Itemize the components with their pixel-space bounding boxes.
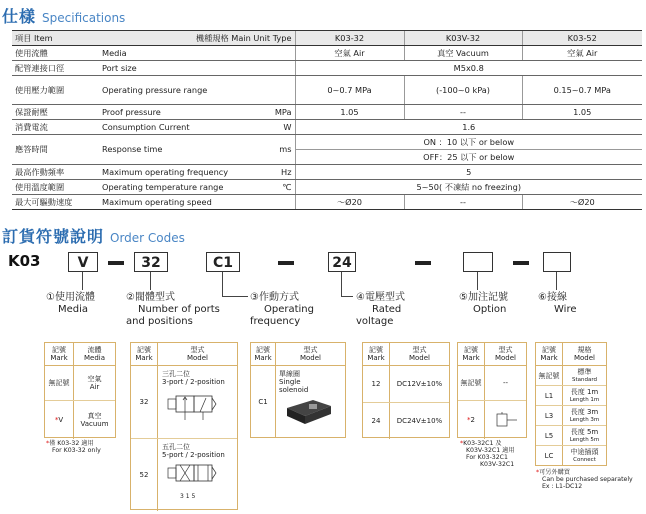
label-num: ⑤ bbox=[459, 292, 468, 303]
response-on: ON ：10 以下 or below bbox=[296, 135, 643, 150]
row-mark: 無記號 bbox=[48, 379, 70, 387]
label-num: ③ bbox=[250, 292, 259, 303]
spec-section-title bbox=[2, 4, 125, 27]
label-ports bbox=[126, 292, 220, 328]
label-option bbox=[459, 292, 508, 316]
header-en: Mark bbox=[462, 354, 480, 362]
spec-row bbox=[12, 46, 642, 61]
note-zh: 僅 K03-32 適用 bbox=[49, 440, 94, 447]
spec-cell: 0.15~0.7 MPa bbox=[522, 76, 642, 105]
spec-title-en: Specifications bbox=[42, 11, 126, 25]
operation-row bbox=[251, 366, 345, 438]
header-zh: 記號 bbox=[542, 346, 556, 354]
wire-table-header bbox=[536, 343, 606, 366]
spec-row bbox=[12, 195, 642, 210]
note-en: Can be purchased separately bbox=[542, 476, 633, 483]
row-en: Standard bbox=[571, 376, 598, 383]
order-title-zh: 訂貨符號說明 bbox=[2, 227, 105, 246]
spec-row-zh: 消費電流 bbox=[12, 120, 99, 135]
spec-cell: 1.6 bbox=[295, 120, 642, 135]
connector-line bbox=[222, 296, 248, 297]
order-section-title bbox=[2, 224, 185, 247]
label-zh: 閥體型式 bbox=[134, 292, 175, 303]
row-zh: 單線圈 bbox=[279, 370, 300, 378]
option-symbol-icon bbox=[491, 410, 521, 430]
row-mark: C1 bbox=[258, 398, 268, 406]
spec-row-en: Proof pressure bbox=[99, 105, 265, 120]
ports-row bbox=[131, 439, 237, 511]
note-en: For K03-32C1 bbox=[466, 454, 508, 461]
option-row bbox=[458, 401, 526, 439]
spec-cell: M5x0.8 bbox=[295, 61, 642, 76]
row-en: Vacuum bbox=[80, 420, 109, 428]
header-en: Model bbox=[186, 354, 209, 362]
row-zh: 長度 1m bbox=[570, 387, 599, 396]
row-zh: 五孔二位 bbox=[162, 443, 190, 451]
valve-3port-symbol-icon bbox=[162, 386, 232, 428]
spec-row-en: Maximum operating speed bbox=[99, 195, 265, 210]
solenoid-valve-image-icon bbox=[279, 394, 339, 428]
spec-row-unit: ℃ bbox=[265, 180, 295, 195]
operation-table bbox=[250, 342, 346, 438]
wire-row bbox=[536, 386, 606, 406]
spec-cell: 空氣 Air bbox=[295, 46, 404, 61]
star-icon: * bbox=[467, 416, 471, 424]
header-en: Mark bbox=[540, 354, 558, 362]
spec-row-zh: 應答時間 bbox=[12, 135, 99, 165]
spec-cell: -- bbox=[404, 105, 522, 120]
spec-header-item: 項目 Item bbox=[12, 31, 99, 46]
spec-row-en: Media bbox=[99, 46, 265, 61]
row-en: solenoid bbox=[279, 386, 309, 394]
spec-cell: ～Ø20 bbox=[295, 195, 404, 210]
label-num: ④ bbox=[356, 292, 365, 303]
spec-row bbox=[12, 120, 642, 135]
code-dash bbox=[415, 261, 431, 265]
row-zh: 空氣 bbox=[87, 375, 102, 383]
row-value: -- bbox=[484, 366, 526, 400]
label-en: Option bbox=[473, 304, 507, 315]
media-table bbox=[44, 342, 116, 438]
header-en: Mark bbox=[367, 354, 385, 362]
media-note bbox=[46, 440, 101, 454]
spec-row-zh: 使用壓力範圍 bbox=[12, 76, 99, 105]
row-zh: 三孔二位 bbox=[162, 370, 190, 378]
header-zh: 記號 bbox=[256, 346, 270, 354]
row-mark: 無記號 bbox=[538, 371, 560, 380]
row-mark: LC bbox=[544, 451, 554, 460]
row-mark: 52 bbox=[139, 471, 149, 479]
media-row bbox=[45, 366, 115, 401]
voltage-row bbox=[363, 366, 449, 403]
voltage-table bbox=[362, 342, 450, 438]
connector-line bbox=[341, 272, 342, 296]
header-en: Model bbox=[573, 354, 596, 362]
wire-row bbox=[536, 446, 606, 465]
row-value: DC24V±10% bbox=[389, 403, 449, 439]
voltage-row bbox=[363, 403, 449, 439]
row-en: 3-port / 2-position bbox=[162, 378, 225, 386]
label-num: ① bbox=[46, 292, 55, 303]
code-box-option bbox=[463, 252, 493, 272]
label-en: Number of ports and positions bbox=[126, 304, 220, 327]
wire-table bbox=[535, 342, 607, 466]
connector-line bbox=[556, 272, 557, 290]
row-zh: 長度 3m bbox=[570, 407, 599, 416]
option-row bbox=[458, 366, 526, 401]
option-table-header bbox=[458, 343, 526, 366]
label-en: Operating frequency bbox=[250, 304, 314, 327]
voltage-table-header bbox=[363, 343, 449, 366]
code-dash bbox=[513, 261, 529, 265]
port-numbers: 3 1 5 bbox=[180, 493, 196, 500]
spec-row-en: Operating temperature range bbox=[99, 180, 265, 195]
row-en: Length 3m bbox=[569, 416, 600, 423]
row-zh: 中途插頭 bbox=[570, 447, 599, 456]
spec-row bbox=[12, 105, 642, 120]
code-box-wire bbox=[543, 252, 571, 272]
row-mark: 無記號 bbox=[460, 379, 482, 387]
connector-line bbox=[341, 296, 353, 297]
spec-cell: ～Ø20 bbox=[522, 195, 642, 210]
label-zh: 使用流體 bbox=[54, 292, 95, 303]
header-zh: 記號 bbox=[369, 346, 383, 354]
spec-header-col: K03V-32 bbox=[404, 31, 522, 46]
spec-row bbox=[12, 76, 642, 105]
label-operation bbox=[250, 292, 314, 328]
spec-header-col: K03-32 bbox=[295, 31, 404, 46]
spec-row-unit bbox=[265, 61, 295, 76]
wire-row bbox=[536, 366, 606, 386]
header-zh: 記號 bbox=[137, 346, 151, 354]
row-en: Length 1m bbox=[569, 396, 600, 403]
spec-row-en: Port size bbox=[99, 61, 265, 76]
label-en: Rated voltage bbox=[356, 304, 402, 327]
spec-row-zh: 使用流體 bbox=[12, 46, 99, 61]
spec-cell-response bbox=[295, 135, 642, 165]
spec-row-zh: 最高作動頻率 bbox=[12, 165, 99, 180]
wire-row bbox=[536, 426, 606, 446]
ports-table-header bbox=[131, 343, 237, 366]
spec-cell: 空氣 Air bbox=[522, 46, 642, 61]
spec-cell: 1.05 bbox=[522, 105, 642, 120]
connector-line bbox=[150, 272, 151, 290]
note-zh: K03-32C1 及 bbox=[463, 440, 502, 447]
option-note bbox=[460, 440, 515, 468]
connector-line bbox=[82, 272, 83, 290]
spec-row-zh: 最大可驅動速度 bbox=[12, 195, 99, 210]
header-zh: 型式 bbox=[412, 346, 427, 354]
header-zh: 流體 bbox=[87, 346, 102, 354]
header-en: Model bbox=[408, 354, 431, 362]
label-zh: 接線 bbox=[546, 292, 567, 303]
option-table bbox=[457, 342, 527, 438]
label-en: Media bbox=[58, 304, 89, 315]
row-mark: 24 bbox=[371, 417, 381, 425]
row-mark: V bbox=[58, 416, 64, 424]
spec-row bbox=[12, 165, 642, 180]
header-en: Model bbox=[299, 354, 322, 362]
row-zh: 長度 5m bbox=[570, 427, 599, 436]
row-value: DC12V±10% bbox=[389, 366, 449, 402]
spec-header-col: K03-52 bbox=[522, 31, 642, 46]
header-en: Model bbox=[494, 354, 517, 362]
star-icon: * bbox=[536, 469, 540, 476]
spec-row-en: Response time bbox=[99, 135, 265, 165]
star-icon: * bbox=[54, 416, 59, 424]
label-media bbox=[46, 292, 95, 316]
star-icon: * bbox=[460, 440, 464, 447]
row-en: Single bbox=[279, 378, 301, 386]
code-prefix: K03 bbox=[8, 252, 41, 270]
spec-row-en: Maximum operating frequency bbox=[99, 165, 265, 180]
note-zh: 可另外購買 bbox=[539, 469, 571, 476]
wire-row bbox=[536, 406, 606, 426]
row-mark: L3 bbox=[544, 411, 554, 420]
spec-row-unit bbox=[265, 46, 295, 61]
spec-row-zh: 配管連接口徑 bbox=[12, 61, 99, 76]
spec-header-model: 機種規格 Main Unit Type bbox=[99, 31, 295, 46]
valve-5port-symbol-icon bbox=[162, 459, 232, 493]
spec-row-unit bbox=[265, 76, 295, 105]
spec-row-unit: Hz bbox=[265, 165, 295, 180]
spec-cell: 真空 Vacuum bbox=[404, 46, 522, 61]
code-box-operation: C1 bbox=[206, 252, 240, 272]
spec-row-en: Operating pressure range bbox=[99, 76, 265, 105]
header-en: Mark bbox=[135, 354, 153, 362]
spec-row-unit bbox=[265, 195, 295, 210]
spec-row bbox=[12, 180, 642, 195]
spec-row-unit: W bbox=[265, 120, 295, 135]
header-zh: 型式 bbox=[498, 346, 513, 354]
header-en: Mark bbox=[50, 354, 68, 362]
spec-cell: 1.05 bbox=[295, 105, 404, 120]
label-voltage bbox=[356, 292, 405, 328]
row-mark: 12 bbox=[371, 380, 381, 388]
spec-cell: 5~50( 不凍結 no freezing) bbox=[295, 180, 642, 195]
media-row bbox=[45, 401, 115, 439]
spec-row-zh: 使用溫度範圍 bbox=[12, 180, 99, 195]
ports-row bbox=[131, 366, 237, 439]
note-en: For K03-32 only bbox=[52, 447, 101, 454]
header-zh: 規格 bbox=[577, 346, 592, 354]
media-table-header bbox=[45, 343, 115, 366]
label-zh: 作動方式 bbox=[258, 292, 299, 303]
label-zh: 加注記號 bbox=[467, 292, 508, 303]
wire-note bbox=[536, 469, 633, 490]
label-zh: 電壓型式 bbox=[364, 292, 405, 303]
label-num: ② bbox=[126, 292, 135, 303]
row-mark: L5 bbox=[544, 431, 554, 440]
spec-header-row bbox=[12, 31, 642, 46]
note-en: Ex : L1-DC12 bbox=[542, 483, 583, 490]
header-en: Media bbox=[83, 354, 106, 362]
spec-cell: 5 bbox=[295, 165, 642, 180]
spec-row bbox=[12, 61, 642, 76]
operation-table-header bbox=[251, 343, 345, 366]
label-num: ⑥ bbox=[538, 292, 547, 303]
note-zh: K03V-32C1 適用 bbox=[466, 447, 515, 454]
order-title-en: Order Codes bbox=[110, 231, 185, 245]
spec-row-unit: MPa bbox=[265, 105, 295, 120]
spec-cell: (-100~0 kPa) bbox=[404, 76, 522, 105]
star-icon: * bbox=[46, 440, 50, 447]
row-zh: 真空 bbox=[87, 412, 102, 420]
spec-row-en: Consumption Current bbox=[99, 120, 265, 135]
spec-cell: 0~0.7 MPa bbox=[295, 76, 404, 105]
code-dash bbox=[278, 261, 294, 265]
code-box-media: V bbox=[68, 252, 98, 272]
row-en: Length 5m bbox=[569, 436, 600, 443]
row-en: 5-port / 2-position bbox=[162, 451, 225, 459]
header-en: Mark bbox=[254, 354, 272, 362]
row-zh: 標準 bbox=[577, 367, 592, 376]
note-en: K03V-32C1 bbox=[480, 461, 515, 468]
spec-table bbox=[12, 30, 642, 210]
label-wire bbox=[538, 292, 577, 316]
spec-cell: -- bbox=[404, 195, 522, 210]
header-zh: 型式 bbox=[303, 346, 318, 354]
connector-line bbox=[477, 272, 478, 290]
code-box-voltage: 24 bbox=[328, 252, 356, 272]
label-en: Wire bbox=[554, 304, 577, 315]
header-zh: 型式 bbox=[190, 346, 205, 354]
header-zh: 記號 bbox=[464, 346, 478, 354]
row-mark: 32 bbox=[139, 398, 149, 406]
row-en: Air bbox=[89, 383, 100, 391]
row-mark: 2 bbox=[470, 416, 475, 424]
spec-row-zh: 保證耐壓 bbox=[12, 105, 99, 120]
ports-table bbox=[130, 342, 238, 510]
code-box-ports: 32 bbox=[134, 252, 168, 272]
spec-row-unit: ms bbox=[265, 135, 295, 165]
header-zh: 記號 bbox=[52, 346, 66, 354]
code-dash bbox=[108, 261, 124, 265]
connector-line bbox=[222, 272, 223, 296]
spec-row bbox=[12, 135, 642, 165]
row-mark: L1 bbox=[544, 391, 554, 400]
row-en: Connect bbox=[573, 456, 596, 463]
response-off: OFF：25 以下 or below bbox=[423, 152, 515, 162]
spec-title-zh: 仕樣 bbox=[2, 7, 37, 26]
